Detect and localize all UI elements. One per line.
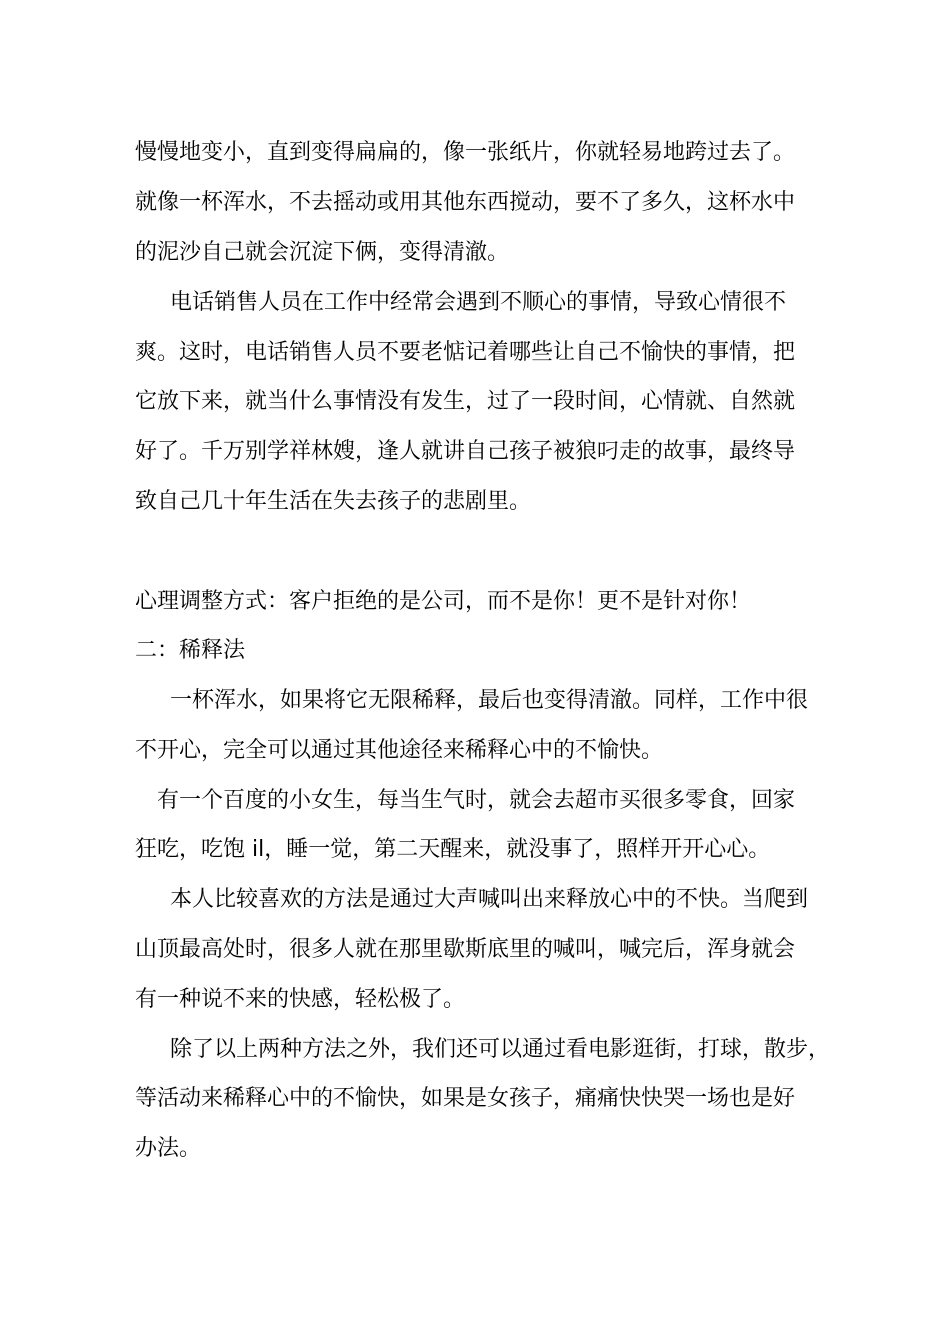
text-line-4: 电话销售人员在工作中经常会遇到不顺心的事情，导致心情很不 <box>170 290 787 315</box>
text-line-6: 它放下来，就当什么事情没有发生，过了一段时间，心情就、自然就 <box>135 389 796 414</box>
text-line-17: 有一种说不来的快感，轻松极了。 <box>135 987 466 1012</box>
text-line-2: 就像一杯浑水，不去摇动或用其他东西搅动，要不了多久，这杯水中 <box>135 190 796 215</box>
text-line-19: 等活动来稀释心中的不愉快，如果是女孩子，痛痛快快哭一场也是好 <box>135 1086 796 1111</box>
text-line-14: 狂吃，吃饱 il，睡一觉，第二天醒来，就没事了，照样开开心心。 <box>135 837 771 862</box>
text-line-18: 除了以上两种方法之外，我们还可以通过看电影逛街，打球，散步， <box>170 1037 831 1062</box>
text-line-15: 本人比较喜欢的方法是通过大声喊叫出来释放心中的不快。当爬到 <box>170 887 809 912</box>
text-line-7: 好了。千万别学祥林嫂，逢人就讲自己孩子被狼叼走的故事，最终导 <box>135 439 796 464</box>
text-line-3: 的泥沙自己就会沉淀下俩，变得清澈。 <box>135 240 510 265</box>
text-line-20: 办法。 <box>135 1136 202 1161</box>
section-note: 心理调整方式：客户拒绝的是公司，而不是你！更不是针对你！ <box>135 589 752 614</box>
text-line-5: 爽。这时，电话销售人员不要老惦记着哪些让自己不愉快的事情，把 <box>135 340 796 365</box>
text-line-16: 山顶最高处时，很多人就在那里歇斯底里的喊叫，喊完后，浑身就会 <box>135 937 796 962</box>
text-line-12: 不开心，完全可以通过其他途径来稀释心中的不愉快。 <box>135 738 664 763</box>
section-heading: 二：稀释法 <box>135 638 246 663</box>
text-line-13: 有一个百度的小女生，每当生气时，就会去超市买很多零食，回家 <box>157 788 796 813</box>
text-line-1: 慢慢地变小，直到变得扁扁的，像一张纸片，你就轻易地跨过去了。 <box>135 140 796 165</box>
text-line-8: 致自己几十年生活在失去孩子的悲剧里。 <box>135 489 532 514</box>
text-line-11: 一杯浑水，如果将它无限稀释，最后也变得清澈。同样，工作中很 <box>170 688 809 713</box>
